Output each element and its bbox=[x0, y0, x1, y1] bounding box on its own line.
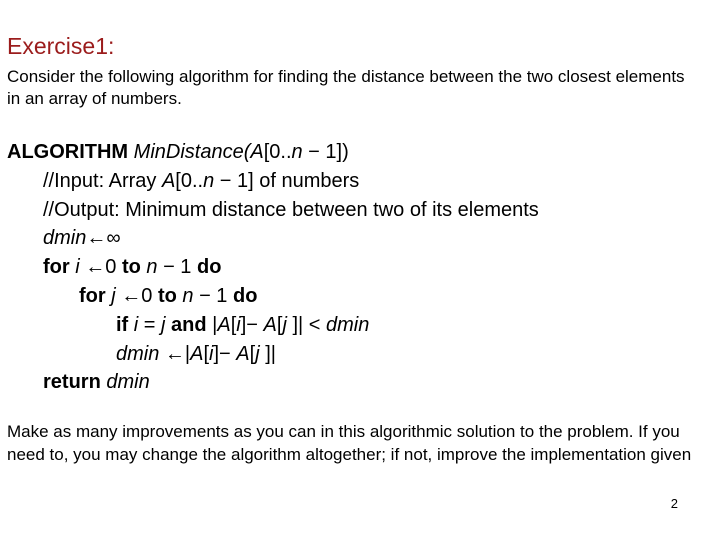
if-line bbox=[7, 311, 539, 340]
assign-arrow: ←0 bbox=[79, 256, 122, 279]
input-comment-line bbox=[7, 167, 539, 196]
array-var: A bbox=[263, 313, 277, 336]
init-assign: ←∞ bbox=[86, 227, 121, 250]
dmin-var: dmin bbox=[43, 227, 87, 250]
range-text: [0.. bbox=[263, 141, 292, 163]
output-comment-line bbox=[7, 196, 539, 225]
equals-sign: = bbox=[138, 313, 162, 336]
minus-one: − 1 bbox=[193, 284, 233, 307]
array-var: A bbox=[217, 313, 231, 336]
bracket-minus: ]− bbox=[213, 342, 237, 365]
update-line bbox=[7, 340, 539, 369]
n-var: n bbox=[203, 169, 215, 192]
bracket: [ bbox=[276, 313, 283, 336]
outer-loop-line bbox=[7, 253, 539, 282]
j-var: j bbox=[255, 342, 260, 365]
range-end: − 1] of numbers bbox=[214, 169, 360, 192]
array-var: A bbox=[161, 169, 176, 192]
if-keyword: if bbox=[116, 313, 129, 336]
j-var: j bbox=[161, 313, 166, 336]
instructions-paragraph: Make as many improvements as you can in this algorithmic solution to the problem. If you need to, you may change the algorithm altogether; if not, improve the implementation given bbox=[7, 422, 692, 464]
return-keyword: return bbox=[43, 371, 101, 394]
bracket-compare: ]| < bbox=[286, 313, 326, 336]
bracket: [ bbox=[230, 313, 237, 336]
to-keyword: to bbox=[121, 256, 141, 279]
array-var: A bbox=[236, 342, 250, 365]
j-var: j bbox=[111, 284, 116, 307]
for-keyword: for bbox=[43, 256, 70, 279]
intro-paragraph: Consider the following algorithm for finding the distance between the two closest elements in an array of numbers. bbox=[7, 67, 685, 108]
dmin-var: dmin bbox=[106, 371, 150, 394]
bracket-close: ]| bbox=[259, 342, 276, 365]
to-keyword: to bbox=[157, 284, 177, 307]
inner-loop-line bbox=[7, 282, 539, 311]
i-var: i bbox=[75, 256, 80, 279]
array-var: A bbox=[190, 342, 204, 365]
n-var: n bbox=[182, 284, 194, 307]
algorithm-keyword: ALGORITHM bbox=[7, 141, 129, 163]
array-var: A bbox=[250, 141, 264, 163]
assign-arrow: ←| bbox=[159, 342, 191, 365]
init-line bbox=[7, 224, 539, 253]
n-var: n bbox=[291, 141, 303, 163]
algorithm-name: MinDistance( bbox=[133, 141, 251, 163]
for-keyword: for bbox=[79, 284, 106, 307]
j-var: j bbox=[282, 313, 287, 336]
range-end: − 1]) bbox=[302, 141, 349, 163]
do-keyword: do bbox=[233, 284, 258, 307]
and-keyword: and bbox=[171, 313, 207, 336]
i-var: i bbox=[236, 313, 241, 336]
n-var: n bbox=[146, 256, 158, 279]
assign-arrow: ←0 bbox=[115, 284, 158, 307]
return-line bbox=[7, 368, 539, 397]
input-comment: //Input: Array bbox=[43, 169, 162, 192]
i-var: i bbox=[133, 313, 139, 336]
algorithm-header-line bbox=[7, 138, 539, 167]
slide-title: Exercise1: bbox=[7, 33, 115, 59]
minus-one: − 1 bbox=[157, 256, 197, 279]
algorithm-block bbox=[7, 138, 539, 397]
bracket: [ bbox=[203, 342, 210, 365]
do-keyword: do bbox=[197, 256, 222, 279]
dmin-var: dmin bbox=[116, 342, 160, 365]
abs-bar: | bbox=[206, 313, 218, 336]
dmin-var: dmin bbox=[326, 313, 370, 336]
i-var: i bbox=[209, 342, 214, 365]
range-text: [0.. bbox=[175, 169, 204, 192]
page-number: 2 bbox=[670, 496, 678, 511]
bracket-minus: ]− bbox=[240, 313, 264, 336]
bracket: [ bbox=[249, 342, 256, 365]
output-comment: //Output: Minimum distance between two of its elements bbox=[43, 198, 539, 221]
